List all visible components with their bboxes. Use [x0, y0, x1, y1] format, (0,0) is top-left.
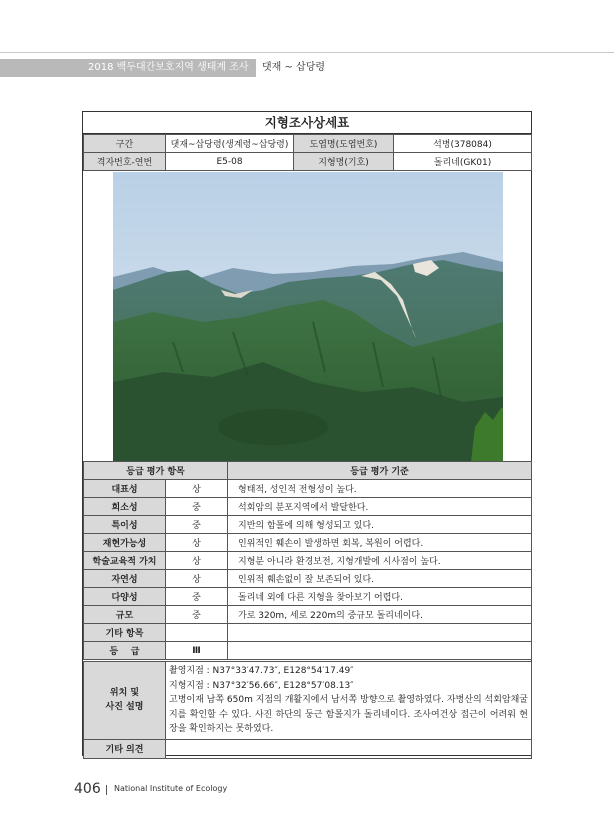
grade-criteria: 가로 320m, 세로 220m의 중규모 돌리네이다. — [228, 606, 532, 624]
grade-item: 학술교육적 가치 — [84, 552, 166, 570]
grade-level: 상 — [166, 534, 228, 552]
grade-item: 재현가능성 — [84, 534, 166, 552]
grade-level — [166, 624, 228, 642]
grade-criteria — [228, 624, 532, 642]
photo-description: 고병이재 남쪽 650m 지점의 개활지에서 남서쪽 방향으로 촬영하였다. 자병산의 석회암채굴지를 확인할 수 있다. 사진 하단의 둥근 함몰지가 돌리네이다. 조사여건상 접근이 어려워 현장을 확인하지는 못하였다. — [169, 695, 528, 734]
grade-item: 대표성 — [84, 480, 166, 498]
section-label: 구간 — [84, 135, 166, 153]
grid-label: 격자번호-연번 — [84, 153, 166, 171]
table-row — [84, 624, 532, 642]
grade-criteria: 지반의 함몰에 의해 형성되고 있다. — [228, 516, 532, 534]
grade-level: 중 — [166, 516, 228, 534]
section-value: 댓재~삽당령(생계령~삽당령) — [166, 135, 294, 153]
grade-level: 상 — [166, 552, 228, 570]
grade-item: 특이성 — [84, 516, 166, 534]
other-value — [166, 739, 532, 758]
location-label: 위치 및 사진 설명 — [84, 662, 166, 740]
shooting-point: 촬영지점 : N37°33′47.73″, E128°54′17.49″ — [169, 666, 354, 676]
table-row — [84, 480, 532, 498]
grade-item: 기타 항목 — [84, 624, 166, 642]
table-row — [84, 552, 532, 570]
info-row — [84, 135, 532, 153]
other-label: 기타 의견 — [84, 739, 166, 758]
table-row — [84, 516, 532, 534]
final-grade-value: Ⅲ — [166, 642, 228, 660]
grade-item: 다양성 — [84, 588, 166, 606]
grade-criteria: 인위적인 훼손이 발생하면 회복, 복원이 어렵다. — [228, 534, 532, 552]
survey-sheet — [82, 111, 532, 756]
grade-criteria-header: 등급 평가 기준 — [228, 462, 532, 480]
location-description — [166, 662, 532, 740]
other-row — [84, 739, 532, 758]
final-grade-label: 등 급 — [84, 642, 166, 660]
info-table — [83, 134, 532, 171]
grade-level: 중 — [166, 606, 228, 624]
grid-value: E5-08 — [166, 153, 294, 171]
table-row — [84, 498, 532, 516]
landscape-photo-illustration — [113, 172, 503, 462]
grade-item: 자연성 — [84, 570, 166, 588]
map-label: 도엽명(도엽번호) — [294, 135, 394, 153]
grade-criteria: 석회암의 분포지역에서 발달한다. — [228, 498, 532, 516]
table-row — [84, 606, 532, 624]
grade-item: 규모 — [84, 606, 166, 624]
landform-point: 지형지점 : N37°32′56.66″, E128°57′08.13″ — [169, 680, 354, 691]
grade-table — [83, 461, 532, 660]
header-title: 2018 백두대간보호지역 생태계 조사 — [88, 62, 249, 73]
sheet-title: 지형조사상세표 — [83, 112, 531, 134]
location-row — [84, 662, 532, 740]
grade-criteria: 형태적, 성인적 전형성이 높다. — [228, 480, 532, 498]
grade-level: 상 — [166, 480, 228, 498]
grade-level: 중 — [166, 498, 228, 516]
map-value: 석병(378084) — [394, 135, 532, 153]
table-row — [84, 588, 532, 606]
table-row — [84, 570, 532, 588]
grade-level: 상 — [166, 570, 228, 588]
grade-criteria: 인위적 훼손없이 잘 보존되어 있다. — [228, 570, 532, 588]
landform-label: 지형명(기호) — [294, 153, 394, 171]
table-row — [84, 534, 532, 552]
footer-divider — [106, 785, 107, 795]
header-subtitle: 댓재 ~ 삽당령 — [262, 62, 326, 73]
grade-header-row — [84, 462, 532, 480]
landform-value: 돌리네(GK01) — [394, 153, 532, 171]
page-number: 406 — [74, 781, 101, 797]
final-grade-blank — [228, 642, 532, 660]
grade-criteria: 돌리네 외에 다른 지형을 찾아보기 어렵다. — [228, 588, 532, 606]
header-rule — [0, 52, 614, 53]
grade-criteria: 지형분 아니라 환경보전, 지형개발에 시사점이 높다. — [228, 552, 532, 570]
grade-item-header: 등급 평가 항목 — [84, 462, 228, 480]
info-row — [84, 153, 532, 171]
grade-level: 중 — [166, 588, 228, 606]
grade-item: 희소성 — [84, 498, 166, 516]
footer-organization: National Institute of Ecology — [114, 784, 228, 793]
location-table — [83, 661, 532, 759]
final-grade-row — [84, 642, 532, 660]
landscape-photo — [113, 172, 503, 462]
